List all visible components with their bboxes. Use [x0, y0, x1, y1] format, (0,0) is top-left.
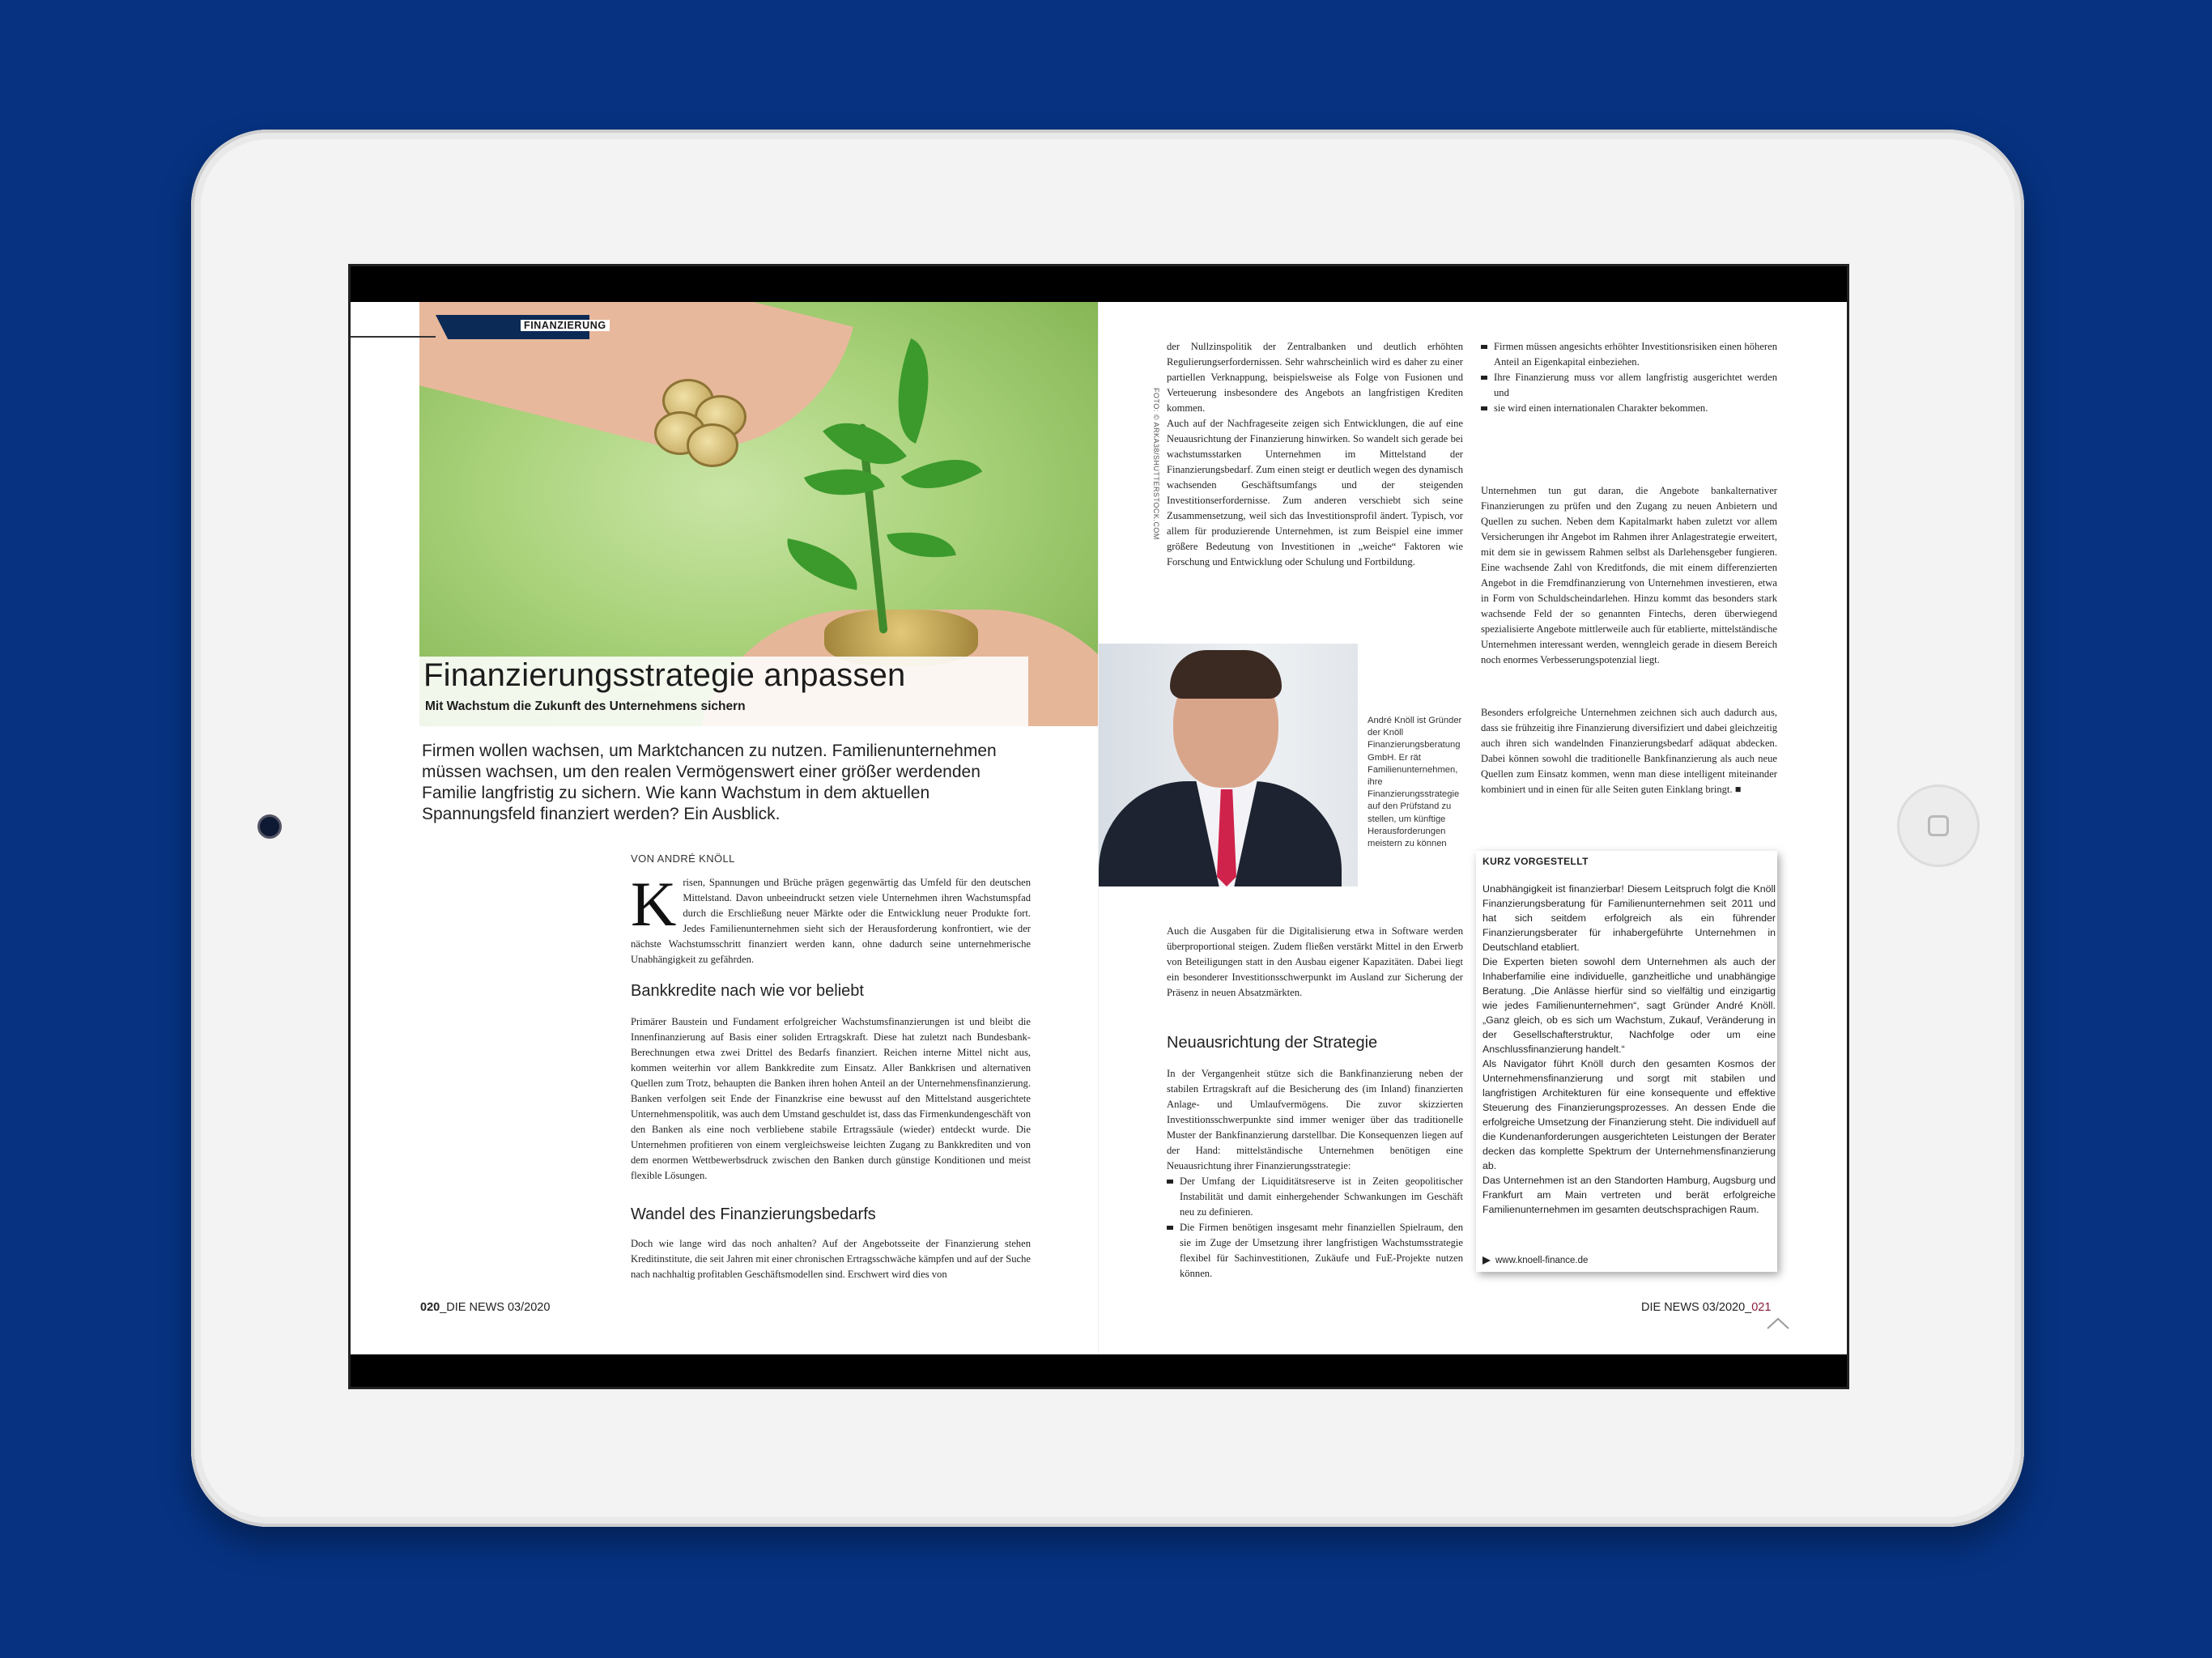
rubric-rule: [351, 336, 436, 338]
rubric-label: FINANZIERUNG: [521, 320, 610, 331]
portrait-caption: André Knöll ist Gründer der Knöll Finanzierungsberatung GmbH. Er rät Familienunternehmen, ihre Finanzierungsstrategie auf den Prüfstand zu stellen, um künftige Herausforderungen meistern zu können: [1368, 716, 1462, 849]
folio-left-text: _DIE NEWS 03/2020: [440, 1301, 551, 1314]
list-item: sie wird einen internationalen Charakter bekommen.: [1481, 401, 1777, 416]
intro-paragraph: risen, Spannungen und Brüche prägen gegenwärtig das Umfeld für den deutschen Mittelstand. Davon unbeeindruckt setzen viele Unternehmen ihren Wachstumspfad durch die Erschließung neuer Märkte oder die Entwicklung neuer Produkte fort. Jedes Familienunternehmen sieht sich der Herausforderung konfrontiert, wie der nächste Wachstumsschritt finanziert werden kann, ohne dadurch seine unternehmerische Unabhängigkeit zu gefährden.: [631, 877, 1031, 965]
info-box-paragraph: Das Unternehmen ist an den Standorten Hamburg, Augsburg und Frankfurt am Main vertreten und berät erfolgreiche Familienunternehmen im gesamten deutschsprachigen Raum.: [1482, 1175, 1776, 1215]
bottom-bar: [351, 1354, 1847, 1387]
arrow-right-icon: [1482, 1256, 1491, 1265]
column-3-top: [1481, 339, 1777, 416]
article-subtitle: Mit Wachstum die Zukunft des Unternehmens sichern: [425, 699, 746, 713]
link-text: www.knoell-finance.de: [1495, 1256, 1589, 1265]
column-2-middle: Auch die Ausgaben für die Digitalisierung etwa in Software werden überproportional steigen. Zudem fließen verstärkt Mittel in den Erwerb von Beteiligungen statt in den Ausbau eigener Kapazitäten. Dabei liegt ein besonderer Investitionsschwerpunkt im Ausland zur Sicherung der Präsenz in neuen Absatzmärkten.: [1167, 925, 1463, 998]
folio-right-text: DIE NEWS 03/2020_: [1641, 1301, 1752, 1314]
plant-leaf: [781, 538, 864, 590]
column-1-paragraph-3: Doch wie lange wird das noch anhalten? Auf der Angebotsseite der Finanzierung stehen Kreditinstitute, die seit Jahren mit einer chronischen Ertragsschwäche kämpfen und auf der Suche nach nachhaltig profitablen Geschäftsmodellen sind. Erschwert wird dies von: [631, 1238, 1031, 1280]
info-box-paragraph: Als Navigator führt Knöll durch den gesamten Kosmos der Unternehmensfinanzierung und sorgt mit stabilen und langfristigen Architekturen für eine konsequente und effektive Steuerung des Finanzierungsprozesses. An dessen Ende die erfolgreiche Umsetzung der Finanzierung steht. Die individuell auf die Kundenanforderungen ausgerichteten Leistungen der Berater decken das komplette Spektrum der Unternehmensfinanzierung ab.: [1482, 1058, 1776, 1171]
column-2-top: [1167, 339, 1463, 570]
byline: VON ANDRÉ KNÖLL: [631, 852, 735, 865]
list-item: Firmen müssen angesichts erhöhter Investitionsrisiken einen höheren Anteil an Eigenkapital einbeziehen.: [1481, 339, 1777, 370]
home-button-icon: [1928, 815, 1949, 836]
article-lead: Firmen wollen wachsen, um Marktchancen zu nutzen. Familienunternehmen müssen wachsen, um den realen Vermögenswert einer größer werdenden Familie langfristig zu sichern. Wie kann Wachstum in dem aktuellen Spannungsfeld finanziert werden? Ein Ausblick.: [422, 742, 997, 823]
info-box-text: [1482, 882, 1776, 1217]
plant-leaf: [901, 440, 982, 508]
photo-credit: FOTO: © ARKA38/SHUTTERSTOCK.COM: [1152, 388, 1160, 540]
folio-right: [1641, 1301, 1771, 1314]
info-box-paragraph: Die Experten bieten sowohl dem Unternehmen als auch der Inhaberfamilie eine individuelle, ganzheitliche und unabhängige Beratung. „Die Anlässe hierfür sind so vielfältig und einzigartig wie jedes Familienunternehmen“, sagt Gründer André Knöll. „Ganz gleich, ob es sich um Wachstum, Zukauf, Veränderung in der Gesellschafterstruktur, Nachfolge oder um eine Anschlussfinanzierung handelt.“: [1482, 956, 1776, 1055]
column-3-paragraph-2: Besonders erfolgreiche Unternehmen zeichnen sich auch dadurch aus, dass sie frühzeitig ihre Finanzierung diversifiziert und dabei gleichzeitig auch ihren sich wandelnden Finanzierungsbedarf adäquat abdecken. Dabei können sowohl die traditionelle Bankfinanzierung als auch neue Quellen zum Einsatz kommen, wenn man diese intelligent miteinander kombiniert und in einen für alle Seiten guten Einklang bringt. ■: [1481, 707, 1777, 795]
folio-left: [420, 1301, 550, 1314]
column-3-paragraph-1: Unternehmen tun gut daran, die Angebote bankalternativer Finanzierungen zu prüfen und den Zugang zu neuen Anbietern und Quellen zu suchen. Neben dem Kapitalmarkt haben zuletzt vor allem Versicherungen ihr Angebot im Rahmen ihrer Anlagestrategie erweitert, mit dem sie in gewissem Rahmen selbst als Darlehensgeber fungieren. Eine wachsende Zahl von Kreditfonds, die mit einem differenzierten Angebot in die Fremdfinanzierung von Unternehmen investieren, etwa in Form von Schuldscheindarlehen. Hinzu kommt das besonders stark wachsende Feld der so genannten Fintechs, deren überwiegend spezialisierte Angebote mittlerweile auch für etablierte, mittelständische Unternehmen interessant werden, wenngleich gerade in diesem Bereich noch enormes Verbesserungspotenzial liegt.: [1481, 485, 1777, 665]
author-portrait: [1099, 644, 1358, 886]
page-number-right: 021: [1751, 1301, 1772, 1314]
info-box-paragraph: Unabhängigkeit ist finanzierbar! Diesem Leitspruch folgt die Knöll Finanzierungsberatung für Familienunternehmen seit 2011 und hat sich seitdem erfolgreich als ein führender Finanzierungsberater für inhabergeführte Unternehmen in Deutschland etabliert.: [1482, 883, 1776, 953]
portrait-hair: [1170, 650, 1282, 699]
plant-leaf: [878, 338, 949, 444]
front-camera-icon: [257, 814, 282, 839]
list-item: Ihre Finanzierung muss vor allem langfristig ausgerichtet werden und: [1481, 370, 1777, 401]
magazine-screen: [348, 264, 1849, 1389]
chevron-up-icon[interactable]: [1766, 1311, 1790, 1335]
page-number-left: 020: [420, 1301, 440, 1314]
column-1-paragraph-2: Primärer Baustein und Fundament erfolgreicher Wachstumsfinanzierungen ist und bleibt die Innenfinanzierung auf Basis einer soliden Ertragskraft. Diese hat zuletzt nach Bundesbank-Berechnungen etwa zwei Drittel des Bedarfs finanziert. Reichen interne Mittel nicht aus, kommen weiterhin vor allem Bankkredite zum Einsatz. Aller Bankkrisen und alternativen Quellen zum Trotz, behaupten die Banken ihren hohen Anteil an der Unternehmensfinanzierung. Banken verfolgen seit Ende der Finanzkrise eine bewusst auf den Mittelstand ausgerichtete Unternehmenspolitik, was auch dem Umstand geschuldet ist, dass das Firmenkundengeschäft von den Banken als eine noch verbliebene stabile Ertragssäule (wieder) entdeckt wurde. Die Unternehmen profitieren von einem vergleichsweise leichten Zugang zu Bankkrediten und von dem enormen Wettbewerbsdruck zwischen den Banken durch günstige Konditionen und meist flexible Lösungen.: [631, 1016, 1031, 1181]
column-1-intro: [631, 869, 1031, 967]
column-2-paragraph-1: der Nullzinspolitik der Zentralbanken und deutlich erhöhten Regulierungserfordernissen. Sehr wahrscheinlich wird es daher zu einer partiellen Verknappung, beispielsweise als Folge von Fusionen und Verteuerung insbesondere des Angebots an langfristigen Krediten kommen.: [1167, 341, 1463, 414]
heading-wandel: Wandel des Finanzierungsbedarfs: [631, 1205, 876, 1223]
home-button[interactable]: [1897, 784, 1980, 867]
neuausrichtung-paragraph: In der Vergangenheit stütze sich die Bankfinanzierung neben der stabilen Ertragskraft auf die Besicherung des (im Inland) finanzierten Anlage- und Umlaufvermögens. Die zuvor skizzierten Investitionsschwerpunkte sind immer weniger über das traditionelle Muster der Bankfinanzierung darstellbar. Die Konsequenzen liegen auf der Hand: mittelständische Unternehmen benötigen eine Neuausrichtung ihrer Finanzierungsstrategie:: [1167, 1068, 1463, 1171]
heading-bankkredite: Bankkredite nach wie vor beliebt: [631, 982, 864, 1000]
list-item: Der Umfang der Liquiditätsreserve ist in Zeiten geopolitischer Instabilität und damit einhergehender Schwankungen im Geschäft neu zu definieren.: [1167, 1174, 1463, 1220]
column-2-paragraph-2: Auch auf der Nachfrageseite zeigen sich Entwicklungen, die auf eine Neuausrichtung der Finanzierung hinwirken. So wandelt sich gerade bei wachstumsstarken Unternehmen im Mittelstand der Finanzierungsbedarf. Zum einen steigt er deutlich wegen des dynamisch wachsenden Geschäftsumfangs und der steigenden Investitionserfordernisse. Zum anderen verschiebt sich seine Zusammensetzung, weil sich das Investitionsprofil ändert. Typisch, vor allem für produzierende Unternehmen, ist zum Beispiel eine immer größere Bedeutung von Investitionen in „weiche“ Faktoren wie Forschung und Entwicklung oder Schulung und Fortbildung.: [1167, 418, 1463, 568]
column-2-paragraph-3: [1167, 1066, 1463, 1282]
article-title: Finanzierungsstrategie anpassen: [423, 657, 906, 693]
list-item: Die Firmen benötigen insgesamt mehr finanziellen Spielraum, den sie im Zuge der Umsetzung ihrer langfristigen Wachstumsstrategie flexibel für Sachinvestitionen, Zukäufe und FuE-Projekte nutzen können.: [1167, 1220, 1463, 1282]
bullet-list-1: [1167, 1174, 1463, 1282]
plant-leaf: [887, 523, 956, 566]
bullet-list-2: [1481, 339, 1777, 416]
company-website-link[interactable]: [1482, 1256, 1588, 1265]
top-bar: [351, 266, 1847, 302]
heading-neuausrichtung: Neuausrichtung der Strategie: [1167, 1034, 1378, 1052]
info-box-title: KURZ VORGESTELLT: [1482, 856, 1589, 867]
drop-cap: K: [631, 869, 677, 939]
